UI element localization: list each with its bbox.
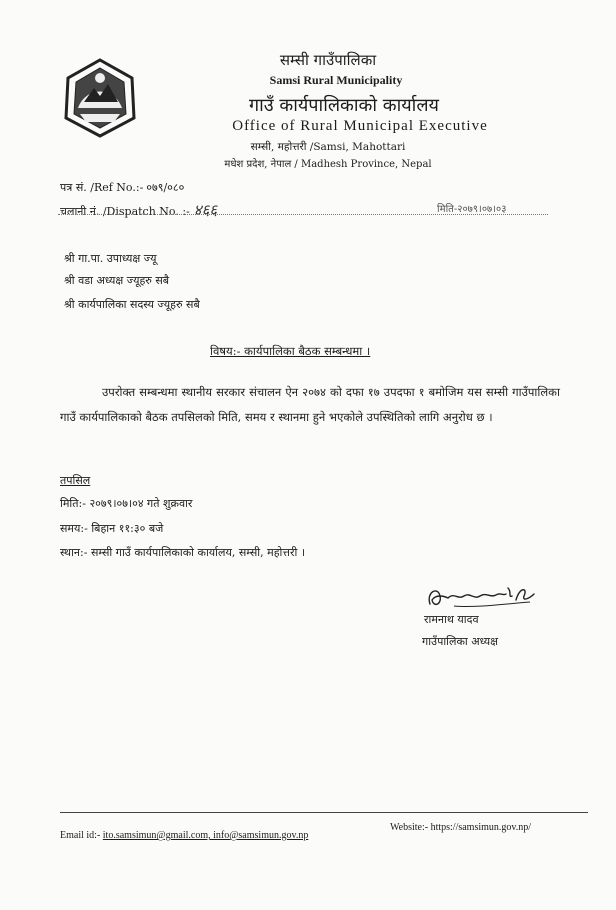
dispatch-label: चलानी नं. /Dispatch No. :- — [60, 205, 190, 218]
dispatch-number-line — [60, 200, 217, 220]
footer-divider — [60, 812, 588, 813]
footer-email — [60, 830, 308, 841]
ref-value: ०७९/०८० — [146, 181, 185, 194]
ref-label: पत्र सं. /Ref No.:- — [60, 181, 144, 194]
letterhead-office-nepali: गाउँ कार्यपालिकाको कार्यालय — [249, 95, 439, 116]
letter-date: मिति-२०७९।०७।०३ — [437, 204, 507, 215]
recipient-line: श्री गा.पा. उपाध्यक्ष ज्यू — [64, 252, 157, 265]
details-heading: तपसिल — [60, 474, 91, 487]
recipient-line: श्री वडा अध्यक्ष ज्यूहरु सबै — [64, 274, 170, 287]
letterhead-address: सम्सी, महोत्तरी /Samsi, Mahottari — [250, 141, 406, 153]
email-label: Email id:- — [60, 830, 101, 841]
letterhead-province: मधेश प्रदेश, नेपाल / Madhesh Province, Nepal — [224, 159, 432, 170]
letterhead-name-nepali: सम्सी गाउँपालिका — [279, 51, 377, 69]
letter-subject: विषय:- कार्यपालिका बैठक सम्बन्धमा । — [210, 344, 371, 358]
signer-name: रामनाथ यादव — [424, 613, 479, 626]
meeting-date: मिति:- २०७९।०७।०४ गते शुक्रवार — [60, 497, 193, 510]
signer-title: गाउँपालिका अध्यक्ष — [422, 635, 499, 648]
footer-website[interactable]: Website:- https://samsimun.gov.np/ — [390, 822, 532, 833]
handwritten-signature — [424, 582, 536, 614]
meeting-place: स्थान:- सम्सी गाउँ कार्यपालिकाको कार्यालय, सम्सी, महोत्तरी । — [60, 546, 306, 559]
meeting-time: समय:- बिहान ११:३० बजे — [60, 522, 164, 535]
email-links[interactable]: ito.samsimun@gmail.com, info@samsimun.gov.np — [102, 830, 309, 841]
ref-number-line — [60, 180, 184, 195]
letterhead-name-english: Samsi Rural Municipality — [269, 73, 403, 87]
dispatch-value: ४६६ — [193, 201, 218, 219]
letterhead-office-english: Office of Rural Municipal Executive — [232, 118, 488, 134]
letter-body: उपरोक्त सम्बन्धमा स्थानीय सरकार संचालन ऐन २०७४ को दफा १७ उपदफा १ बमोजिम यस सम्सी गाउँपालिका गाउँ कार्यपालिकाको बैठक तपसिलको मिति, समय र स्थानमा हुने भएकोले उपस्थितिको लागि अनुरोध छ । — [60, 385, 560, 424]
recipient-line: श्री कार्यपालिका सदस्य ज्यूहरु सबै — [64, 298, 200, 311]
